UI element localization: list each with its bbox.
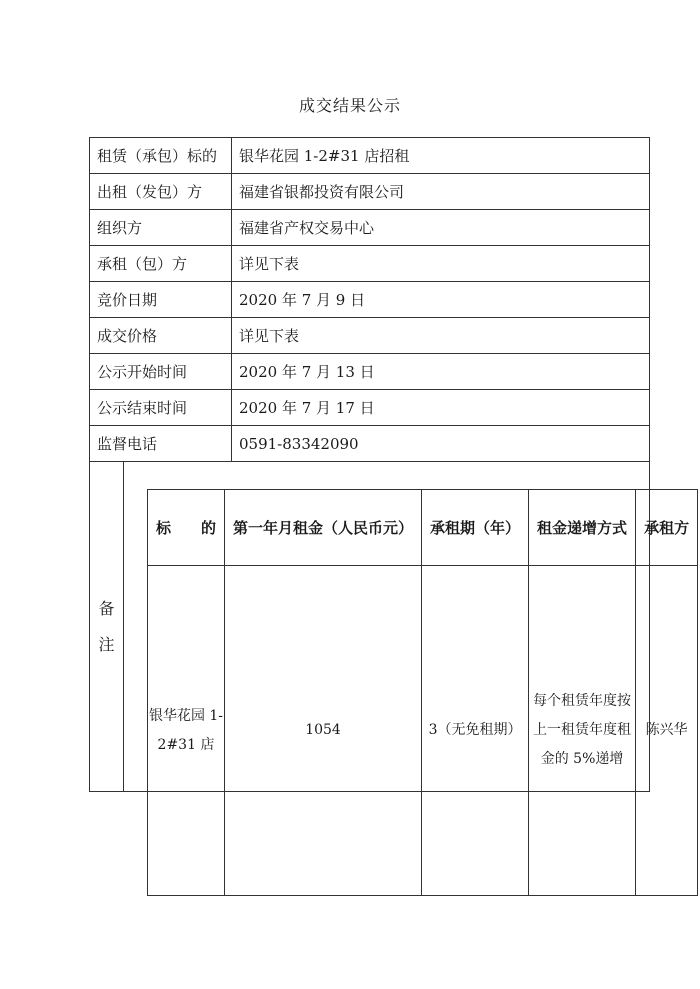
table-row	[90, 246, 650, 282]
header-monthly-rent: 第一年月租金（人民币元）	[225, 490, 422, 566]
row-label: 承租（包）方	[90, 246, 232, 282]
header-target: 标 的	[148, 490, 225, 566]
header-lessee: 承租方	[636, 490, 698, 566]
table-row	[90, 390, 650, 426]
header-rent-increase: 租金递增方式	[529, 490, 636, 566]
table-row	[90, 138, 650, 174]
table-row	[90, 282, 650, 318]
row-value: 福建省产权交易中心	[232, 210, 650, 246]
row-label: 出租（发包）方	[90, 174, 232, 210]
row-value: 详见下表	[232, 318, 650, 354]
row-value: 2020 年 7 月 9 日	[232, 282, 650, 318]
row-value: 0591-83342090	[232, 426, 650, 462]
result-table	[89, 137, 690, 792]
table-row	[90, 426, 650, 462]
row-label: 竞价日期	[90, 282, 232, 318]
note-cell	[90, 462, 690, 792]
note-label: 备注	[98, 598, 115, 654]
table-row	[90, 210, 650, 246]
row-value: 福建省银都投资有限公司	[232, 174, 650, 210]
row-label: 公示结束时间	[90, 390, 232, 426]
row-value: 2020 年 7 月 17 日	[232, 390, 650, 426]
cell-target: 银华花园 1-2#31 店	[148, 566, 225, 896]
cell-rent-increase: 每个租赁年度按上一租赁年度租金的 5%递增	[529, 566, 636, 896]
row-value: 银华花园 1-2#31 店招租	[232, 138, 650, 174]
table-row	[90, 174, 650, 210]
row-label: 监督电话	[90, 426, 232, 462]
page-title: 成交结果公示	[298, 96, 401, 115]
note-label-cell	[90, 462, 124, 791]
table-row	[148, 566, 698, 896]
row-value: 详见下表	[232, 246, 650, 282]
row-label: 公示开始时间	[90, 354, 232, 390]
header-lease-term: 承租期（年）	[422, 490, 529, 566]
table-row	[90, 354, 650, 390]
row-value: 2020 年 7 月 13 日	[232, 354, 650, 390]
cell-monthly-rent: 1054	[225, 566, 422, 896]
row-label: 组织方	[90, 210, 232, 246]
cell-lease-term: 3（无免租期）	[422, 566, 529, 896]
table-header-row	[148, 490, 698, 566]
table-row	[90, 318, 650, 354]
note-content	[124, 462, 690, 791]
row-label: 租赁（承包）标的	[90, 138, 232, 174]
lease-detail-table	[147, 489, 698, 896]
row-label: 成交价格	[90, 318, 232, 354]
cell-lessee: 陈兴华	[636, 566, 698, 896]
note-row	[90, 462, 650, 792]
